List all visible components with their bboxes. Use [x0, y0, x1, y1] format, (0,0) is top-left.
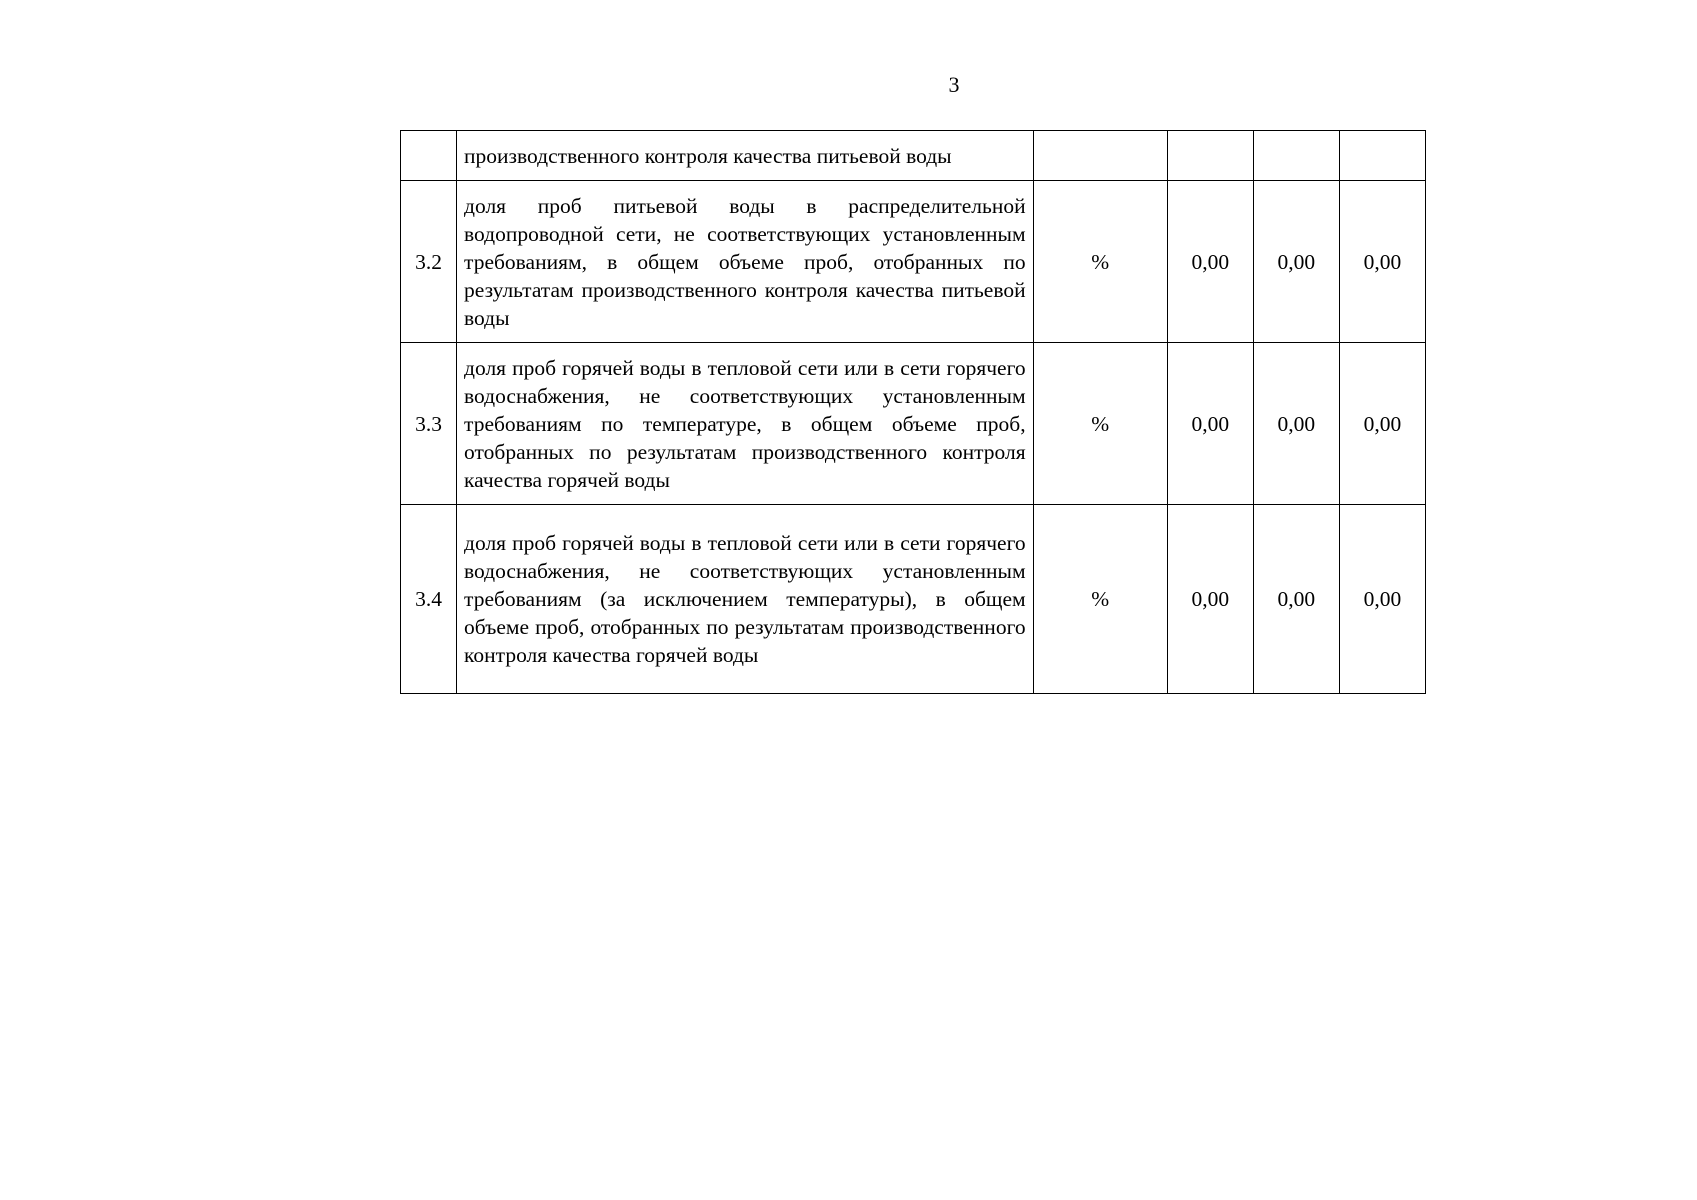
table-row — [401, 131, 1426, 181]
row-value-2: 0,00 — [1253, 505, 1339, 694]
row-description: производственного контроля качества питьевой воды — [457, 131, 1034, 181]
page-number: 3 — [948, 72, 960, 97]
row-value-1: 0,00 — [1167, 505, 1253, 694]
row-value-3: 0,00 — [1339, 181, 1425, 343]
row-value-1: 0,00 — [1167, 343, 1253, 505]
row-value-1: 0,00 — [1167, 181, 1253, 343]
row-unit: % — [1033, 181, 1167, 343]
row-number: 3.2 — [401, 181, 457, 343]
table-row — [401, 343, 1426, 505]
row-number: 3.3 — [401, 343, 457, 505]
row-value-3: 0,00 — [1339, 343, 1425, 505]
row-unit: % — [1033, 505, 1167, 694]
row-value-2: 0,00 — [1253, 343, 1339, 505]
row-value-1 — [1167, 131, 1253, 181]
indicators-table — [400, 130, 1426, 694]
table-row — [401, 505, 1426, 694]
row-value-2: 0,00 — [1253, 181, 1339, 343]
row-unit — [1033, 131, 1167, 181]
row-description: доля проб горячей воды в тепловой сети или в сети горячего водоснабжения, не соответствующих установленным требованиям по температуре, в общем объеме проб, отобранных по результатам производственного контроля качества горячей воды — [457, 343, 1034, 505]
row-value-2 — [1253, 131, 1339, 181]
row-description: доля проб горячей воды в тепловой сети или в сети горячего водоснабжения, не соответствующих установленным требованиям (за исключением температуры), в общем объеме проб, отобранных по результатам производственного контроля качества горячей воды — [457, 505, 1034, 694]
row-value-3 — [1339, 131, 1425, 181]
row-number — [401, 131, 457, 181]
table-row — [401, 181, 1426, 343]
row-unit: % — [1033, 343, 1167, 505]
row-number: 3.4 — [401, 505, 457, 694]
row-description: доля проб питьевой воды в распределительной водопроводной сети, не соответствующих установленным требованиям, в общем объеме проб, отобранных по результатам производственного контроля качества питьевой воды — [457, 181, 1034, 343]
row-value-3: 0,00 — [1339, 505, 1425, 694]
